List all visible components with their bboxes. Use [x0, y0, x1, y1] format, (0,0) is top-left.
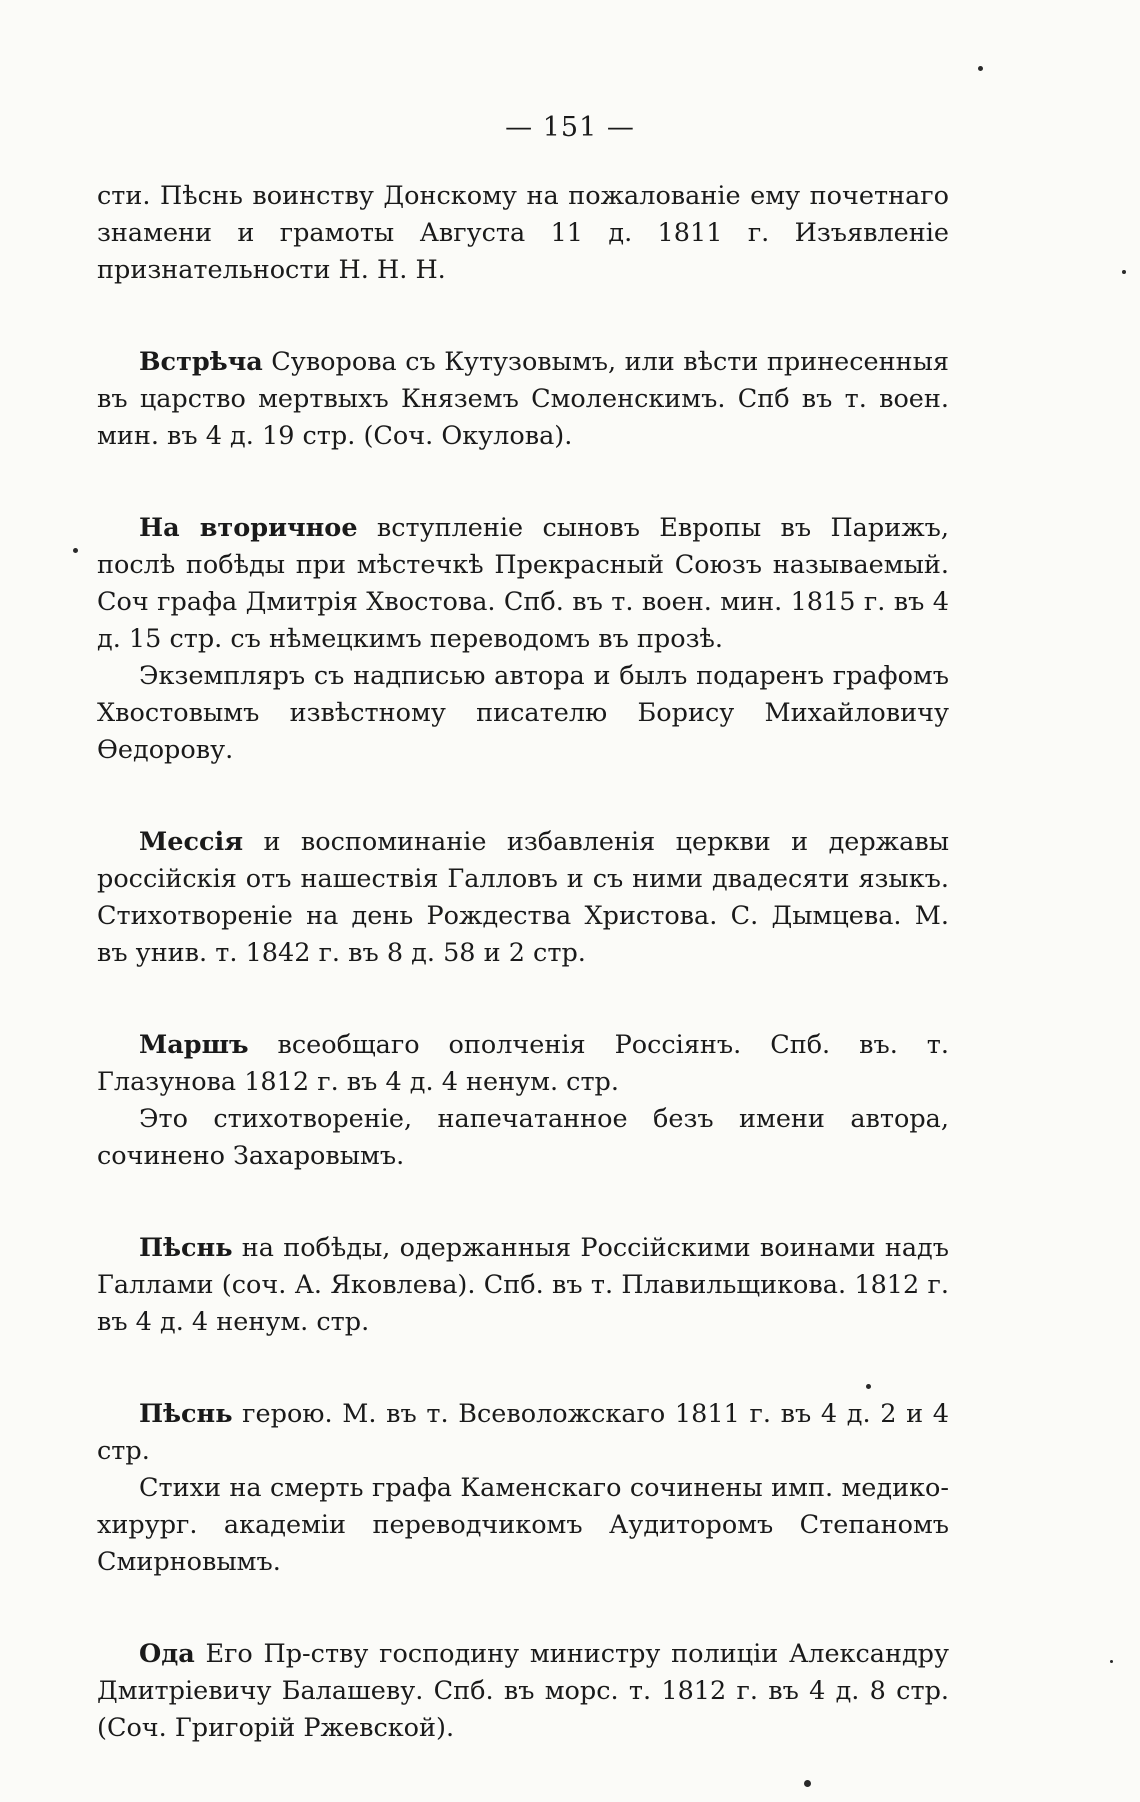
entry-text: [97, 178, 949, 289]
entry-text: [97, 824, 949, 972]
entry-body: сти. Пѣснь воинству Донскому на пожалованіе ему почетнаго знамени и грамоты Августа 11 д. 1811 г. Изъявленіе признательности Н. Н. Н.: [97, 181, 949, 285]
entry-text: [97, 510, 949, 658]
entry-note: Стихи на смерть графа Каменскаго сочинены имп. медико-хирург. академіи переводчикомъ Аудиторомъ Степаномъ Смирновымъ.: [97, 1473, 949, 1577]
entry-text: [97, 1027, 949, 1101]
entry-6: [97, 1230, 949, 1341]
entry-note: Это стихотвореніе, напечатанное безъ имени автора, сочинено Захаровымъ.: [97, 1104, 949, 1171]
entry-5: [97, 1027, 949, 1175]
entry-body: на побѣды, одержанныя Россійскими воинами надъ Галлами (соч. А. Яковлева). Спб. въ т. Плавильщикова. 1812 г. въ 4 д. 4 ненум. стр.: [97, 1233, 949, 1337]
entry-body: вступленіе сыновъ Европы въ Парижъ, послѣ побѣды при мѣстечкѣ Прекрасный Союзъ называемый. Соч графа Дмитрія Хвостова. Спб. въ т. воен. мин. 1815 г. въ 4 д. 15 стр. съ нѣмецкимъ переводомъ въ прозѣ.: [97, 513, 949, 654]
entry-body: Суворова съ Кутузовымъ, или вѣсти принесенныя въ царство мертвыхъ Княземъ Смоленскимъ. Спб въ т. воен. мин. въ 4 д. 19 стр. (Соч. Окулова).: [97, 347, 949, 451]
entry-body: Его Пр-ству господину министру полиціи Александру Дмитріевичу Балашеву. Спб. въ морс. т. 1812 г. въ 4 д. 8 стр. (Соч. Григорій Ржевской).: [97, 1639, 949, 1743]
scan-speck: [1110, 1660, 1113, 1663]
entry-3: [97, 510, 949, 769]
scan-speck: [1122, 270, 1126, 274]
entry-body: и воспоминаніе избавленія церкви и державы россійскія отъ нашествія Галловъ и съ ними двадесяти языкъ. Стихотвореніе на день Рождества Христова. С. Дымцева. М. въ унив. т. 1842 г. въ 8 д. 58 и 2 стр.: [97, 827, 949, 968]
entry-4: [97, 824, 949, 972]
page-number: — 151 —: [505, 112, 635, 143]
scan-speck: [73, 548, 78, 553]
entry-body: герою. М. въ т. Всеволожскаго 1811 г. въ 4 д. 2 и 4 стр.: [97, 1399, 949, 1466]
scan-speck: [978, 66, 983, 71]
entry-keyword: На вторичное: [139, 513, 358, 543]
entry-7: [97, 1396, 949, 1581]
entry-text: [97, 1230, 949, 1341]
entry-keyword: Ода: [139, 1639, 195, 1669]
entry-text: [97, 1636, 949, 1747]
entry-body: всеобщаго ополченія Россіянъ. Спб. въ. т. Глазунова 1812 г. въ 4 д. 4 ненум. стр.: [97, 1030, 949, 1097]
entry-keyword: Пѣснь: [139, 1233, 233, 1263]
entry-text: [97, 344, 949, 455]
entry-keyword: Маршъ: [139, 1030, 249, 1060]
page-text: [97, 178, 949, 1802]
entry-note: Экземпляръ съ надписью автора и былъ подаренъ графомъ Хвостовымъ извѣстному писателю Борису Михайловичу Өедорову.: [97, 661, 949, 765]
scan-speck: [866, 1384, 871, 1389]
entry-keyword: Мессія: [139, 827, 244, 857]
entry-keyword: Пѣснь: [139, 1399, 233, 1429]
entry-keyword: Встрѣча: [139, 347, 263, 377]
entry-text: [97, 1396, 949, 1470]
entry-8: [97, 1636, 949, 1747]
entry-2: [97, 344, 949, 455]
scan-speck: [804, 1780, 811, 1787]
entry-1: [97, 178, 949, 289]
